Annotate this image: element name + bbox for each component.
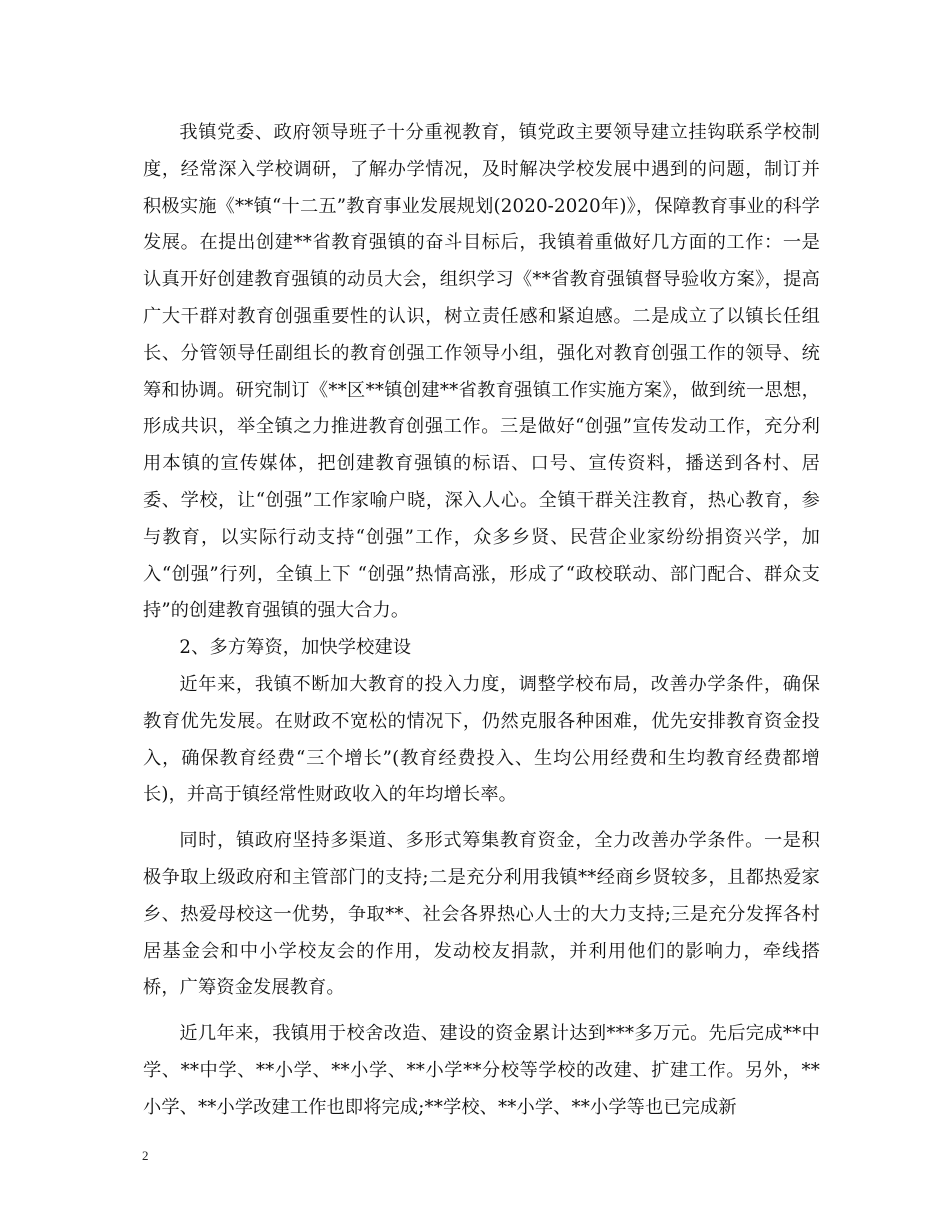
paragraph-investment: 近年来，我镇不断加大教育的投入力度，调整学校布局，改善办学条件，确保教育优先发展。在财政不宽松的情况下，仍然克服各种困难，优先安排教育资金投入，确保教育经费“三个增长”(教育经费投入、生均公用经费和生均教育经费都增长)，并高于镇经常性财政收入的年均增长率。 xyxy=(143,673,820,806)
document-body xyxy=(143,115,820,1127)
paragraph-school-construction: 近几年来，我镇用于校舍改造、建设的资金累计达到***多万元。先后完成**中学、**中学、**小学、**小学、**小学**分校等学校的改建、扩建工作。另外，**小学、**小学改建工作也即将完成;**学校、**小学、**小学等也已完成新 xyxy=(143,1023,820,1118)
paragraph-leadership: 我镇党委、政府领导班子十分重视教育，镇党政主要领导建立挂钩联系学校制度，经常深入学校调研，了解办学情况，及时解决学校发展中遇到的问题，制订并积极实施《**镇“十二五”教育事业发展规划(2020-2020年)》，保障教育事业的科学发展。在提出创建**省教育强镇的奋斗目标后，我镇着重做好几方面的工作：一是认真开好创建教育强镇的动员大会，组织学习《**省教育强镇督导验收方案》，提高广大干群对教育创强重要性的认识，树立责任感和紧迫感。二是成立了以镇长任组长、分管领导任副组长的教育创强工作领导小组，强化对教育创强工作的领导、统筹和协调。研究制订《**区**镇创建**省教育强镇工作实施方案》，做到统一思想，形成共识，举全镇之力推进教育创强工作。三是做好“创强”宣传发动工作，充分利用本镇的宣传媒体，把创建教育强镇的标语、口号、宣传资料，播送到各村、居委、学校，让“创强”工作家喻户晓，深入人心。全镇干群关注教育，热心教育，参与教育，以实际行动支持“创强”工作，众多乡贤、民营企业家纷纷捐资兴学，加入“创强”行列，全镇上下 “创强”热情高涨，形成了“政校联动、部门配合、群众支持”的创建教育强镇的强大合力。 xyxy=(143,122,820,622)
page-number: 2 xyxy=(142,1148,149,1163)
paragraph-funding-channels: 同时，镇政府坚持多渠道、多形式筹集教育资金，全力改善办学条件。一是积极争取上级政府和主管部门的支持;二是充分利用我镇**经商乡贤较多，且都热爱家乡、热爱母校这一优势，争取**、社会各界热心人士的大力支持;三是充分发挥各村居基金会和中小学校友会的作用，发动校友捐款，并利用他们的影响力，牵线搭桥，广筹资金发展教育。 xyxy=(143,830,820,999)
section-heading: 2、多方筹资，加快学校建设 xyxy=(179,637,412,659)
